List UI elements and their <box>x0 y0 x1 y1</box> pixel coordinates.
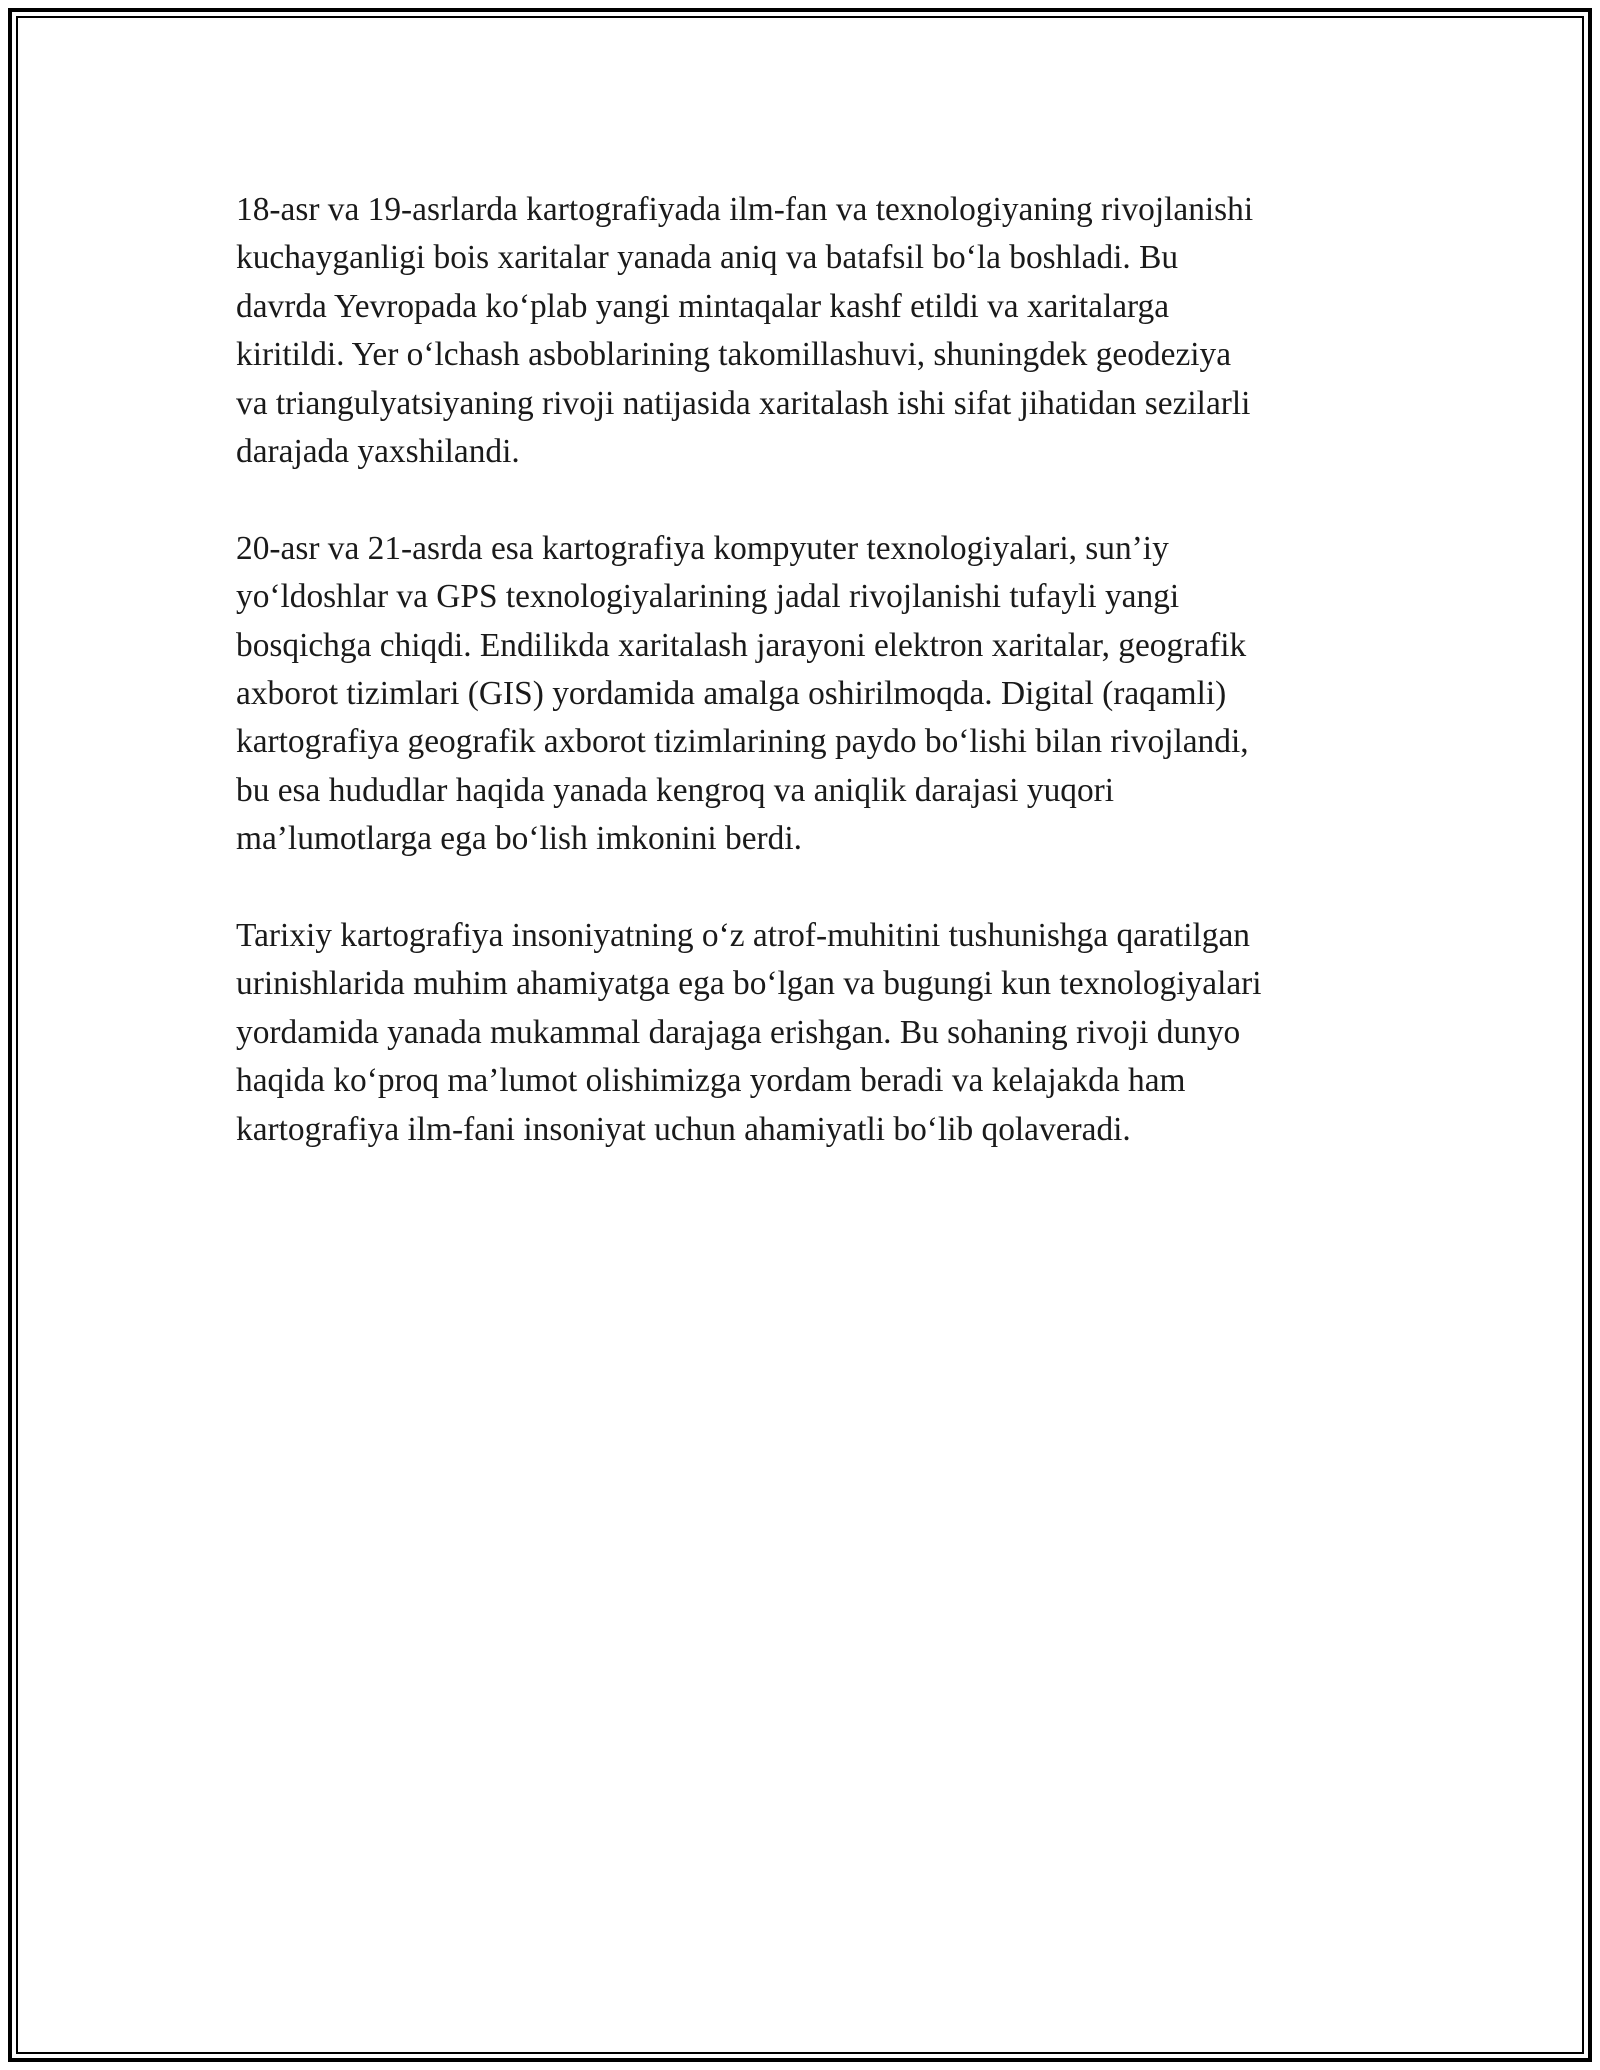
text-line: kartografiya ilm-fani insoniyat uchun ahamiyatli boʻlib qolaveradi. <box>236 1110 1131 1148</box>
text-line: axborot tizimlari (GIS) yordamida amalga oshirilmoqda. Digital (raqamli) <box>236 675 1227 713</box>
paragraph <box>236 912 1366 1154</box>
text-line: 20-asr va 21-asrda esa kartografiya kompyuter texnologiyalari, sun’iy <box>236 529 1169 567</box>
text-line: kartografiya geografik axborot tizimlarining paydo boʻlishi bilan rivojlandi, <box>236 723 1249 761</box>
text-line: bu esa hududlar haqida yanada kengroq va aniqlik darajasi yuqori <box>236 771 1115 809</box>
text-line: kiritildi. Yer oʻlchash asboblarining takomillashuvi, shuningdek geodeziya <box>236 336 1232 374</box>
text-line: urinishlarida muhim ahamiyatga ega boʻlgan va bugungi kun texnologiyalari <box>236 965 1262 1003</box>
document-body <box>236 186 1366 1202</box>
text-line: ma’lumotlarga ega boʻlish imkonini berdi. <box>236 820 802 858</box>
text-line: darajada yaxshilandi. <box>236 433 520 471</box>
text-line: yordamida yanada mukammal darajaga erishgan. Bu sohaning rivoji dunyo <box>236 1013 1241 1051</box>
text-line: yoʻldoshlar va GPS texnologiyalarining jadal rivojlanishi tufayli yangi <box>236 578 1180 616</box>
text-line: va triangulyatsiyaning rivoji natijasida xaritalash ishi sifat jihatidan sezilarli <box>236 384 1251 422</box>
paragraph <box>236 186 1366 476</box>
text-line: davrda Yevropada koʻplab yangi mintaqalar kashf etildi va xaritalarga <box>236 287 1170 325</box>
text-line: bosqichga chiqdi. Endilikda xaritalash jarayoni elektron xaritalar, geografik <box>236 626 1247 664</box>
text-line: kuchayganligi bois xaritalar yanada aniq va batafsil boʻla boshladi. Bu <box>236 239 1179 277</box>
text-line: 18-asr va 19-asrlarda kartografiyada ilm-fan va texnologiyaning rivojlanishi <box>236 191 1254 228</box>
text-line: Tarixiy kartografiya insoniyatning oʻz atrof-muhitini tushunishga qaratilgan <box>236 917 1250 955</box>
text-line: haqida koʻproq ma’lumot olishimizga yordam beradi va kelajakda ham <box>236 1062 1186 1100</box>
paragraph <box>236 525 1366 864</box>
